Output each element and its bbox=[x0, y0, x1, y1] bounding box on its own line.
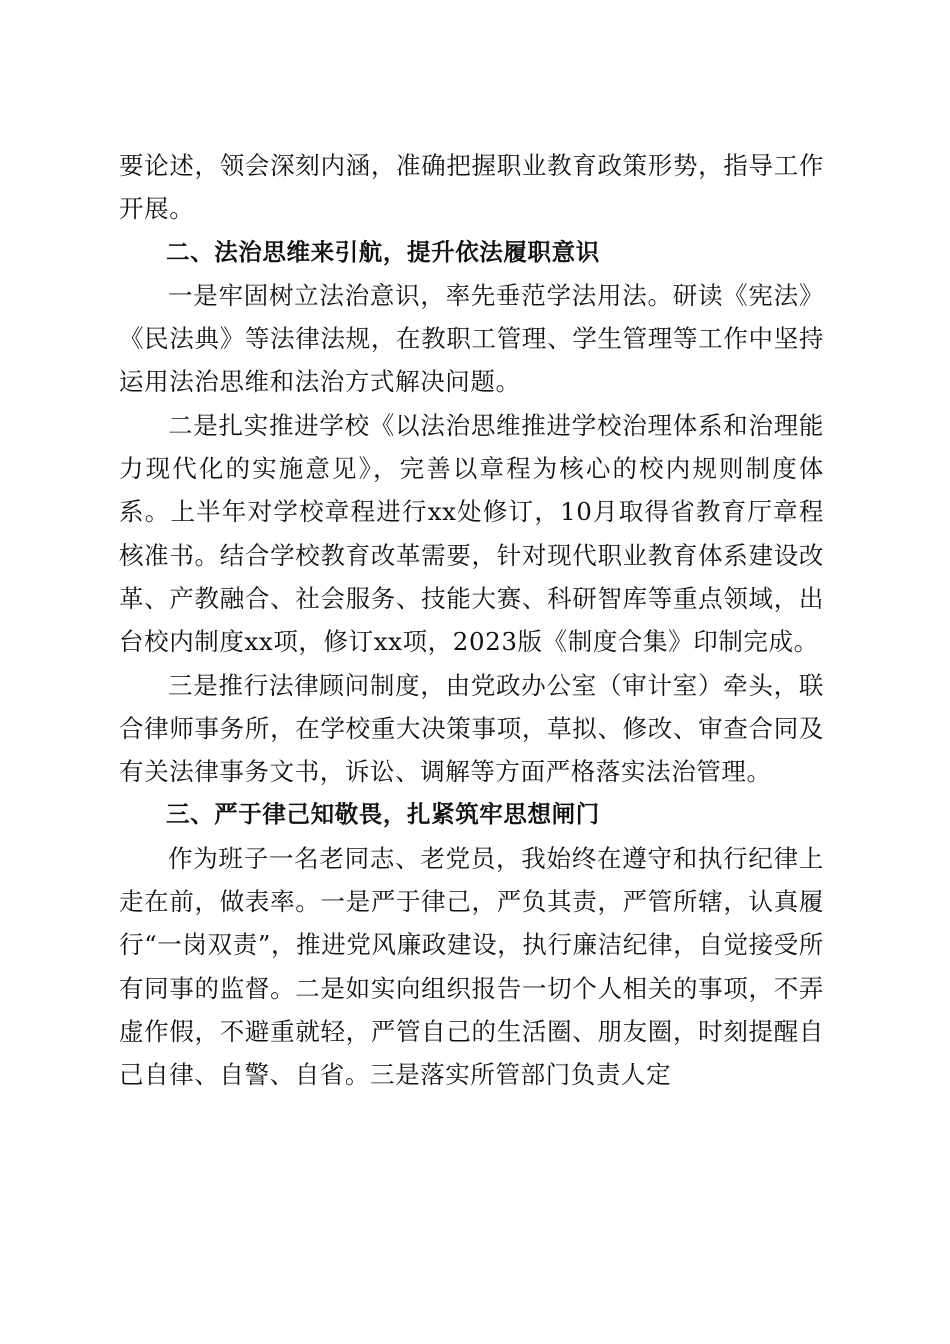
section-heading-two: 二、法治思维来引航，提升依法履职意识 bbox=[166, 237, 600, 266]
paragraph-self-discipline: 作为班子一名老同志、老党员，我始终在遵守和执行纪律上走在前，做表率。一是严于律己，严负其责，严管所辖，认真履行“一岗双责”，推进党风廉政建设，执行廉洁纪律，自觉接受所有同事的监督。二是如实向组织报告一切个人相关的事项，不弄虚作假，不避重就轻，严管自己的生活圈、朋友圈，时刻提醒自己自律、自警、自省。三是落实所管部门负责人定 bbox=[119, 843, 824, 1090]
paragraph-continuation: 要论述，领会深刻内涵，准确把握职业教育政策形势，指导工作开展。 bbox=[119, 151, 824, 224]
document-page bbox=[119, 144, 824, 1097]
section-heading-three: 三、严于律己知敬畏，扎紧筑牢思想闸门 bbox=[166, 800, 600, 829]
paragraph-school-governance: 二是扎实推进学校《以法治思维推进学校治理体系和治理能力现代化的实施意见》，完善以章程为核心的校内规则制度体系。上半年对学校章程进行xx处修订，10月取得省教育厅章程核准书。结合学校教育改革需要，针对现代职业教育体系建设改革、产教融合、社会服务、技能大赛、科研智库等重点领域，出台校内制度xx项，修订xx项，2023版《制度合集》印制完成。 bbox=[119, 410, 824, 657]
paragraph-rule-of-law-awareness: 一是牢固树立法治意识，率先垂范学法用法。研读《宪法》《民法典》等法律法规，在教职工管理、学生管理等工作中坚持运用法治思维和法治方式解决问题。 bbox=[119, 280, 824, 397]
paragraph-legal-counsel: 三是推行法律顾问制度，由党政办公室（审计室）牵头，联合律师事务所，在学校重大决策事项，草拟、修改、审查合同及有关法律事务文书，诉讼、调解等方面严格落实法治管理。 bbox=[119, 670, 824, 787]
